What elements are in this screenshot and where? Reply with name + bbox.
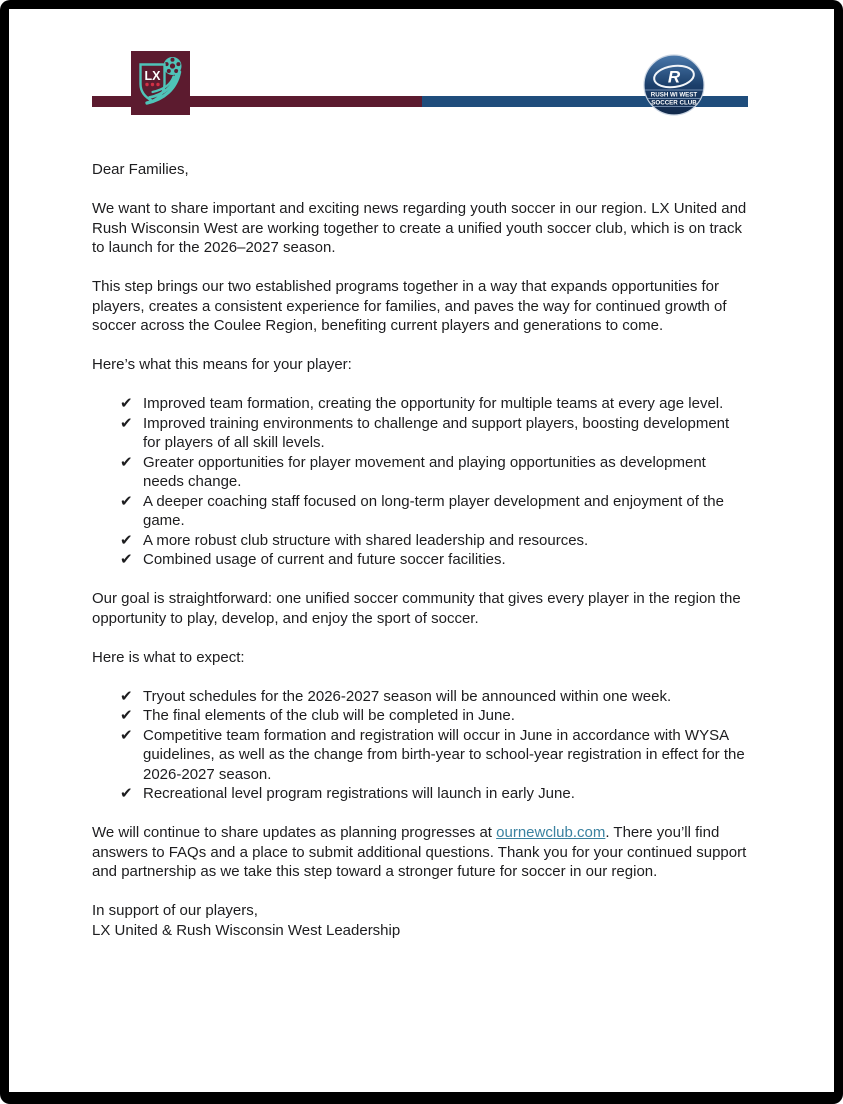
signoff-line1: In support of our players,	[92, 902, 258, 919]
rush-wi-west-logo-icon	[643, 54, 705, 116]
checkmark-icon: ✔	[120, 706, 133, 724]
list-item-text: The final elements of the club will be completed in June.	[143, 707, 515, 724]
letter-header	[9, 9, 834, 159]
list-item	[92, 394, 748, 414]
means-bullet-list	[92, 394, 748, 570]
closing-text-before-link: We will continue to share updates as planning progresses at	[92, 824, 497, 841]
salutation: Dear Families,	[92, 161, 189, 178]
list-item-text: Tryout schedules for the 2026-2027 season will be announced within one week.	[143, 687, 672, 705]
checkmark-icon: ✔	[120, 784, 133, 802]
list-item	[92, 784, 748, 804]
lx-monogram: LX	[144, 69, 161, 83]
signoff-block	[92, 901, 748, 940]
letter-body	[92, 160, 748, 960]
checkmark-icon: ✔	[120, 530, 133, 549]
list-item-text: A deeper coaching staff focused on long-term player development and enjoyment of the game.	[143, 492, 724, 529]
list-item-text: Competitive team formation and registration will occur in June in accordance with WYSA guidelines, as well as the change from birth-year to school-year registration in effect for the 2026-2027 season.	[143, 726, 745, 783]
list-item	[92, 726, 748, 785]
checkmark-icon: ✔	[120, 686, 133, 705]
step-paragraph: This step brings our two established programs together in a way that expands opportunities for players, creates a consistent experience for families, and paves the way for continued growth of soccer across the Coulee Region, benefiting current players and generations to come.	[92, 278, 727, 334]
checkmark-icon: ✔	[120, 725, 133, 744]
closing-text-after-link: . There you’ll find answers to FAQs and a place to submit additional questions. Thank you for your continued support and partnership as we take this step toward a stronger future for soccer in our region.	[92, 824, 747, 880]
ournewclub-link[interactable]: ournewclub.com	[496, 824, 606, 841]
rush-logo-line1: RUSH WI WEST	[650, 91, 698, 99]
list-item	[92, 492, 748, 531]
list-item-text: Recreational level program registrations will launch in early June.	[143, 785, 575, 802]
expect-bullet-list	[92, 687, 748, 804]
closing-paragraph	[92, 823, 748, 882]
intro-paragraph: We want to share important and exciting news regarding youth soccer in our region. LX United and Rush Wisconsin West are working together to create a unified youth soccer club, which is on track to launch for the 2026–2027 season.	[92, 200, 747, 256]
list-item-text: Greater opportunities for player movement and playing opportunities as development needs change.	[143, 453, 706, 490]
list-item	[92, 453, 748, 492]
list-item	[92, 414, 748, 453]
rush-monogram: R	[667, 67, 681, 87]
list-item-text: A more robust club structure with shared leadership and resources.	[143, 531, 589, 549]
checkmark-icon: ✔	[120, 550, 133, 568]
checkmark-icon: ✔	[120, 452, 133, 471]
rush-logo-line2: SOCCER CLUB	[651, 99, 697, 107]
list-item	[92, 706, 748, 726]
list-item-text: Improved training environments to challenge and support players, boosting development for players of all skill levels.	[143, 414, 730, 451]
signoff-line2: LX United & Rush Wisconsin West Leadership	[92, 921, 401, 939]
list-item	[92, 531, 748, 551]
list-item-text: Improved team formation, creating the opportunity for multiple teams at every age level.	[143, 395, 724, 412]
means-heading: Here’s what this means for your player:	[92, 356, 352, 373]
goal-paragraph: Our goal is straightforward: one unified soccer community that gives every player in the region the opportunity to play, develop, and enjoy the sport of soccer.	[92, 590, 741, 627]
checkmark-icon: ✔	[120, 491, 133, 510]
list-item	[92, 550, 748, 570]
list-item-text: Combined usage of current and future soccer facilities.	[143, 551, 506, 568]
checkmark-icon: ✔	[120, 413, 133, 432]
checkmark-icon: ✔	[120, 394, 133, 412]
letter-page	[9, 9, 834, 1092]
expect-heading: Here is what to expect:	[92, 648, 245, 666]
lx-united-logo-icon	[131, 51, 190, 115]
list-item	[92, 687, 748, 707]
